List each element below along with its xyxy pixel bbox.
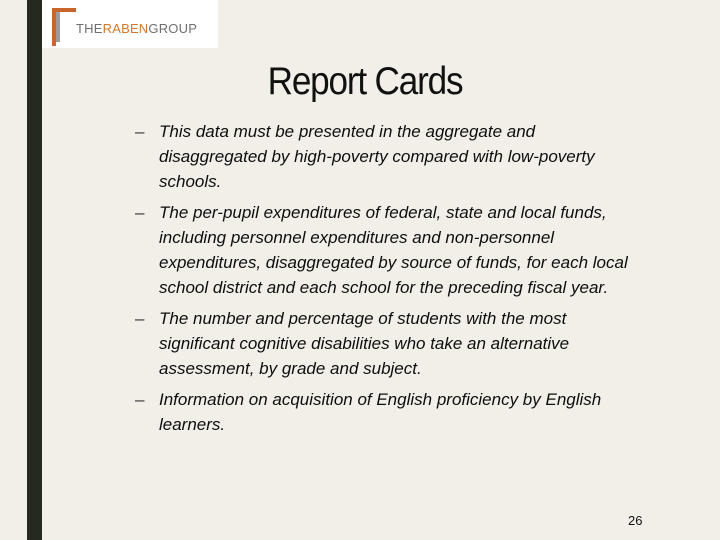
bullet-dash: – xyxy=(135,122,145,141)
bullet-text: The number and percentage of students with the most significant cognitive disabilities who take an alternative assessment, by grade and subject. xyxy=(159,309,570,378)
bullet-item xyxy=(135,306,645,381)
bullet-dash: – xyxy=(135,309,145,328)
bullet-dash: – xyxy=(135,203,145,222)
logo-text-group: GROUP xyxy=(148,21,198,36)
bullet-item xyxy=(135,387,645,437)
bullet-text: This data must be presented in the aggregate and disaggregated by high-poverty compared with low-poverty schools. xyxy=(159,122,595,191)
logo-text-the: THE xyxy=(76,21,103,36)
bullet-item xyxy=(135,119,645,194)
logo-mark-icon xyxy=(52,8,76,46)
bullet-text: The per-pupil expenditures of federal, state and local funds, including personnel expenditures and non-personnel expenditures, disaggregated by source of funds, for each local school district and each school for the preceding fiscal year. xyxy=(159,203,628,297)
bullet-item xyxy=(135,200,645,300)
logo-text-raben: RABEN xyxy=(102,21,149,36)
page-number: 26 xyxy=(628,513,643,528)
bullet-text: Information on acquisition of English proficiency by English learners. xyxy=(159,390,602,434)
slide-title: Report Cards xyxy=(267,60,463,103)
bullet-list xyxy=(135,119,645,443)
logo xyxy=(42,0,218,48)
logo-text xyxy=(76,22,197,35)
bullet-dash: – xyxy=(135,390,145,409)
